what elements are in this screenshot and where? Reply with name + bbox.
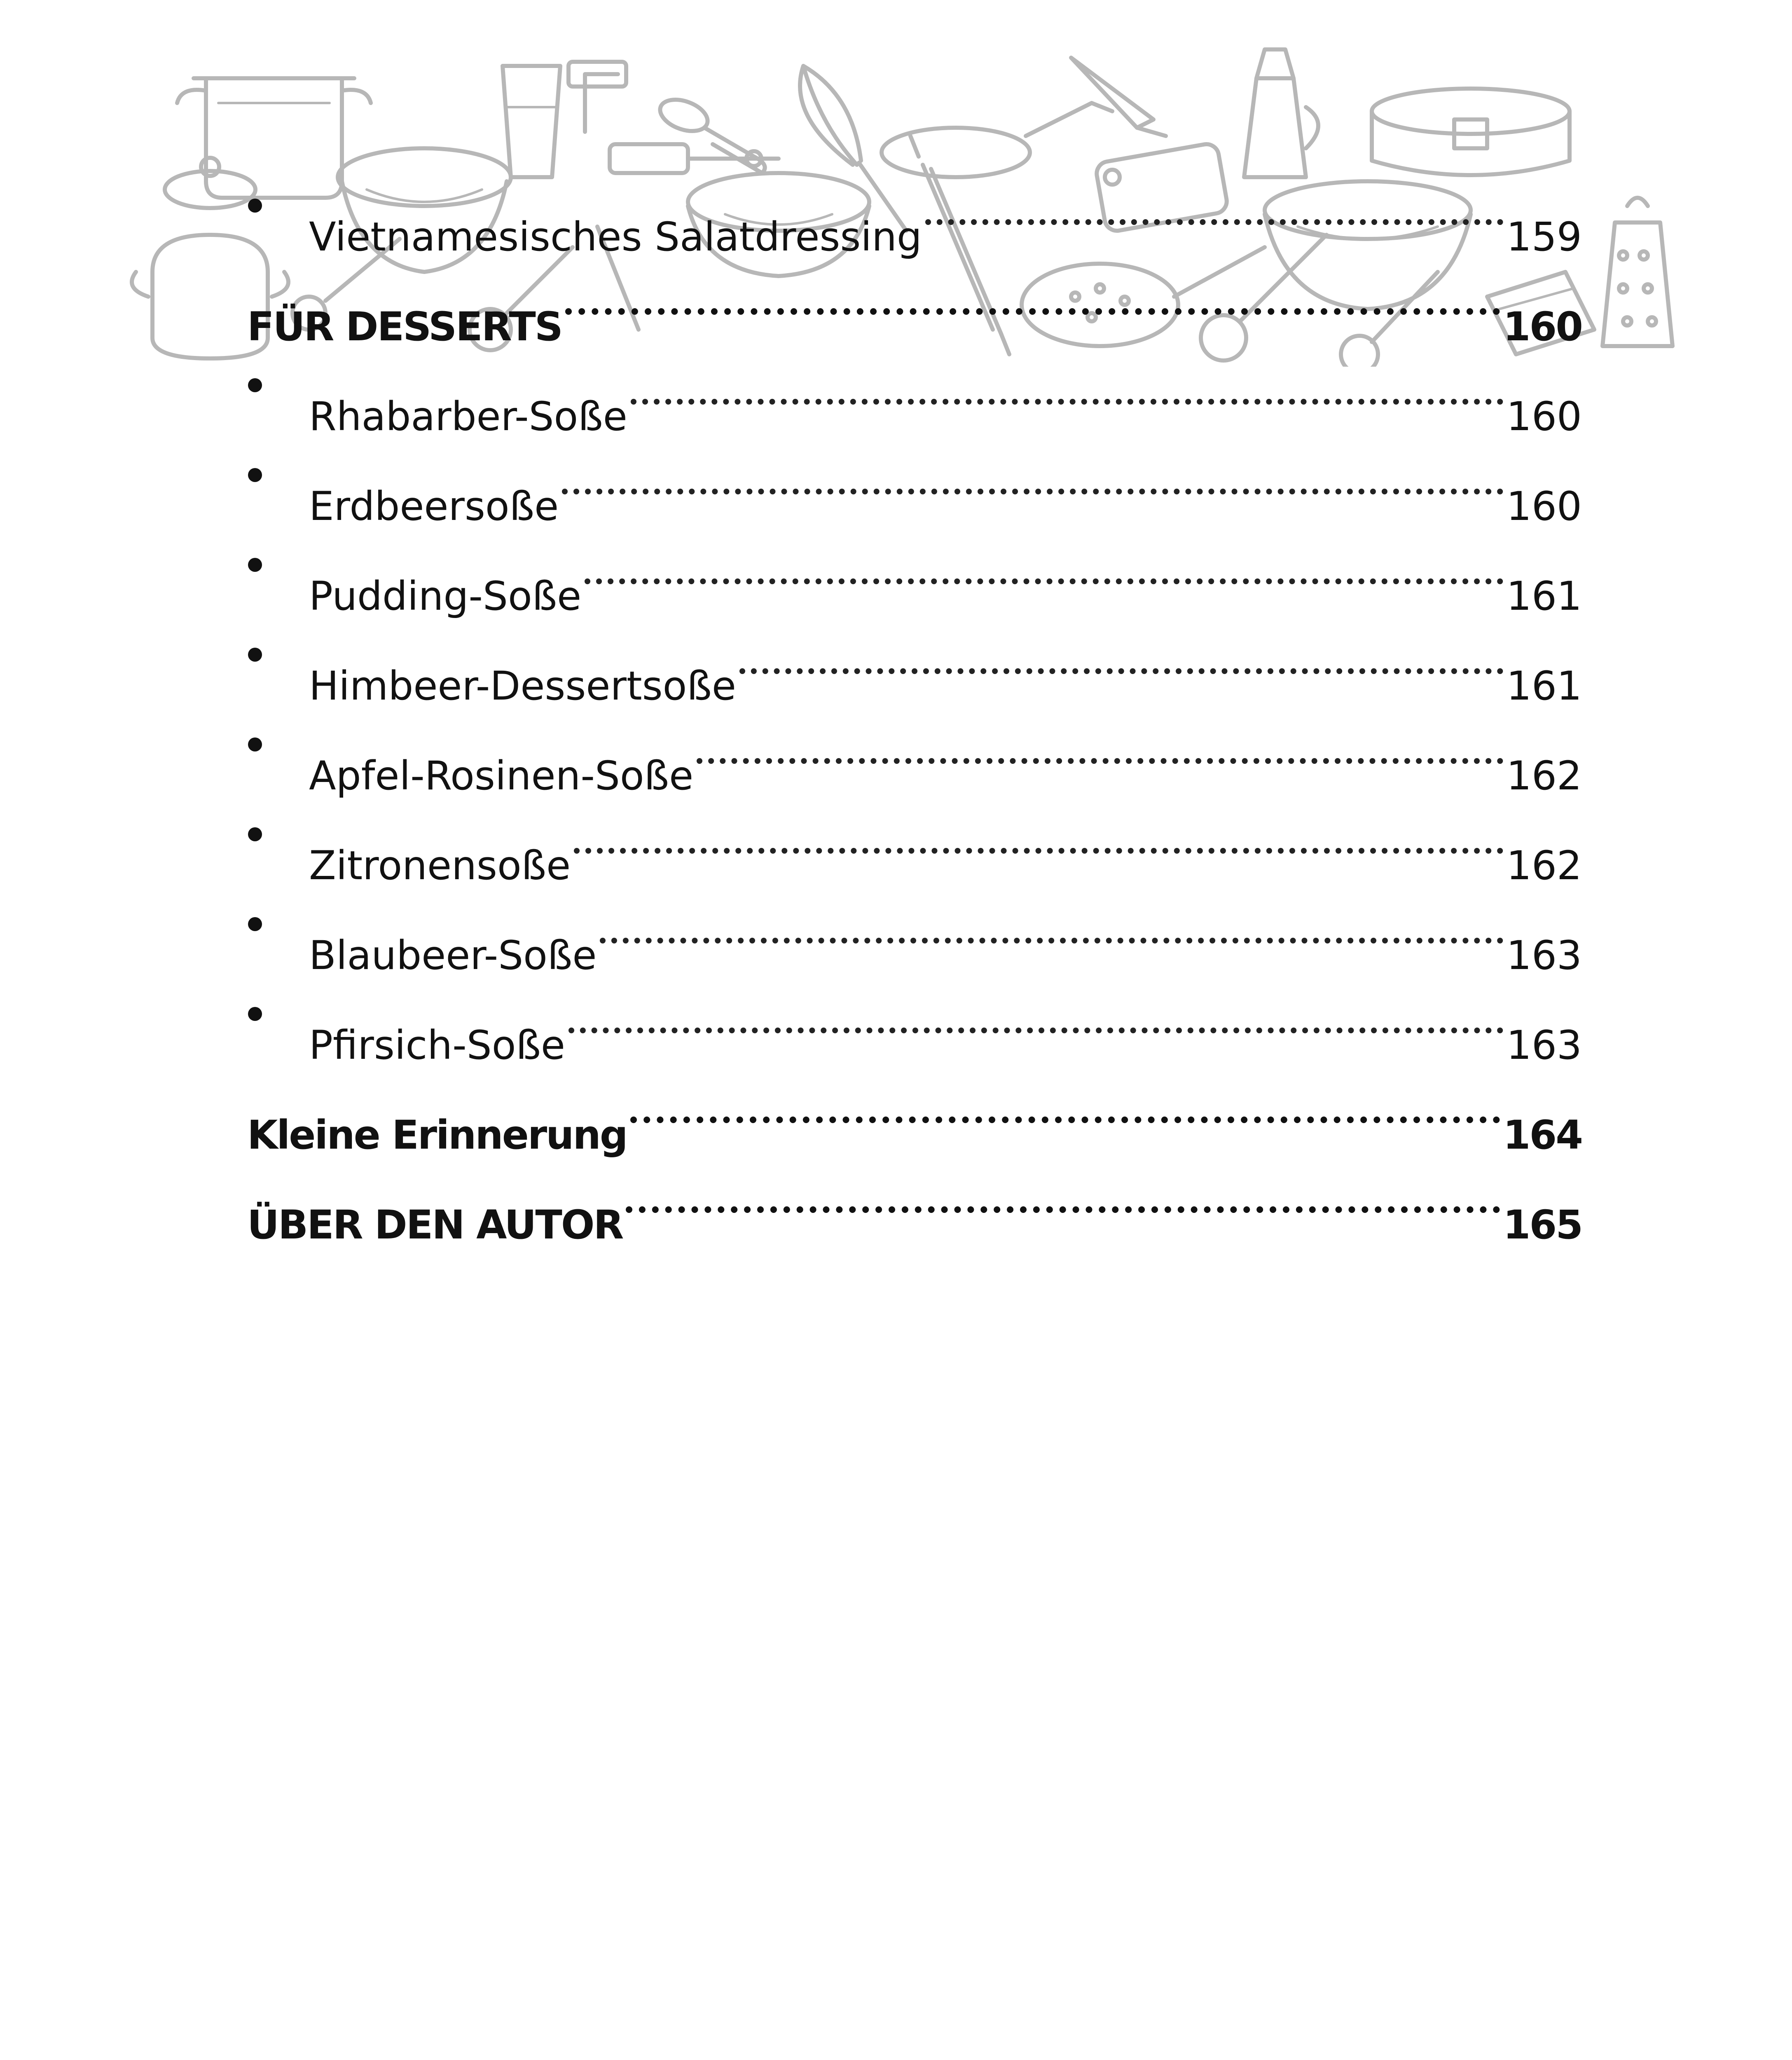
dot-leader — [697, 700, 1503, 789]
toc-entry-title: Apfel-Rosinen-Soße — [309, 753, 694, 799]
grater-icon — [1603, 198, 1673, 346]
wall-hook-icon — [568, 62, 626, 132]
toc-section-title: ÜBER DEN AUTOR — [247, 1202, 623, 1248]
table-of-contents — [247, 161, 1582, 1248]
dot-leader — [562, 430, 1503, 520]
dot-leader — [739, 610, 1503, 700]
toc-section-page: 160 — [1503, 304, 1582, 350]
toc-entry-title: Pfirsich-Soße — [309, 1022, 565, 1068]
toc-entry-page: 162 — [1506, 843, 1582, 889]
bullet-icon — [247, 468, 309, 482]
toc-entry-page: 160 — [1506, 393, 1582, 440]
toc-entry-title: Rhabarber-Soße — [309, 393, 627, 440]
knife-icon — [1071, 58, 1166, 136]
toc-entry-page: 162 — [1506, 753, 1582, 799]
toc-entry-title: Erdbeersoße — [309, 483, 559, 529]
toc-entry-title: Vietnamesisches Salatdressing — [309, 214, 922, 260]
coffee-pot-icon — [1244, 49, 1318, 177]
toc-entry-page: 161 — [1506, 663, 1582, 709]
toc-section-title: Kleine Erinnerung — [247, 1112, 627, 1158]
toc-section-page: 164 — [1503, 1112, 1582, 1158]
toc-entry-vietnamesisches-salatdressing[interactable] — [247, 161, 1582, 260]
dot-leader — [600, 879, 1503, 969]
toc-entry-page: 160 — [1506, 483, 1582, 529]
bullet-icon — [247, 199, 309, 213]
dot-leader — [626, 1149, 1500, 1238]
toc-entry-page: 163 — [1506, 932, 1582, 978]
bullet-icon — [247, 827, 309, 841]
dot-leader — [574, 789, 1503, 879]
bullet-icon — [247, 737, 309, 751]
toc-entry-page: 161 — [1506, 573, 1582, 619]
bullet-icon — [247, 1007, 309, 1021]
toc-entry-page: 163 — [1506, 1022, 1582, 1068]
toc-entry-title: Himbeer-Dessertsoße — [309, 663, 736, 709]
toc-entry-page: 159 — [1506, 214, 1582, 260]
dot-leader — [630, 1059, 1500, 1149]
dot-leader — [925, 161, 1503, 250]
bullet-icon — [247, 558, 309, 572]
bullet-icon — [247, 648, 309, 662]
dot-leader — [565, 250, 1500, 340]
dot-leader — [631, 340, 1503, 430]
toc-entry-title: Blaubeer-Soße — [309, 932, 597, 978]
dot-leader — [568, 969, 1503, 1059]
toc-section-title: FÜR DESSERTS — [247, 304, 562, 350]
bullet-icon — [247, 378, 309, 392]
dot-leader — [585, 520, 1503, 610]
toc-entry-title: Pudding-Soße — [309, 573, 582, 619]
toc-section-page: 165 — [1503, 1202, 1582, 1248]
toc-entry-title: Zitronensoße — [309, 843, 571, 889]
bullet-icon — [247, 917, 309, 931]
